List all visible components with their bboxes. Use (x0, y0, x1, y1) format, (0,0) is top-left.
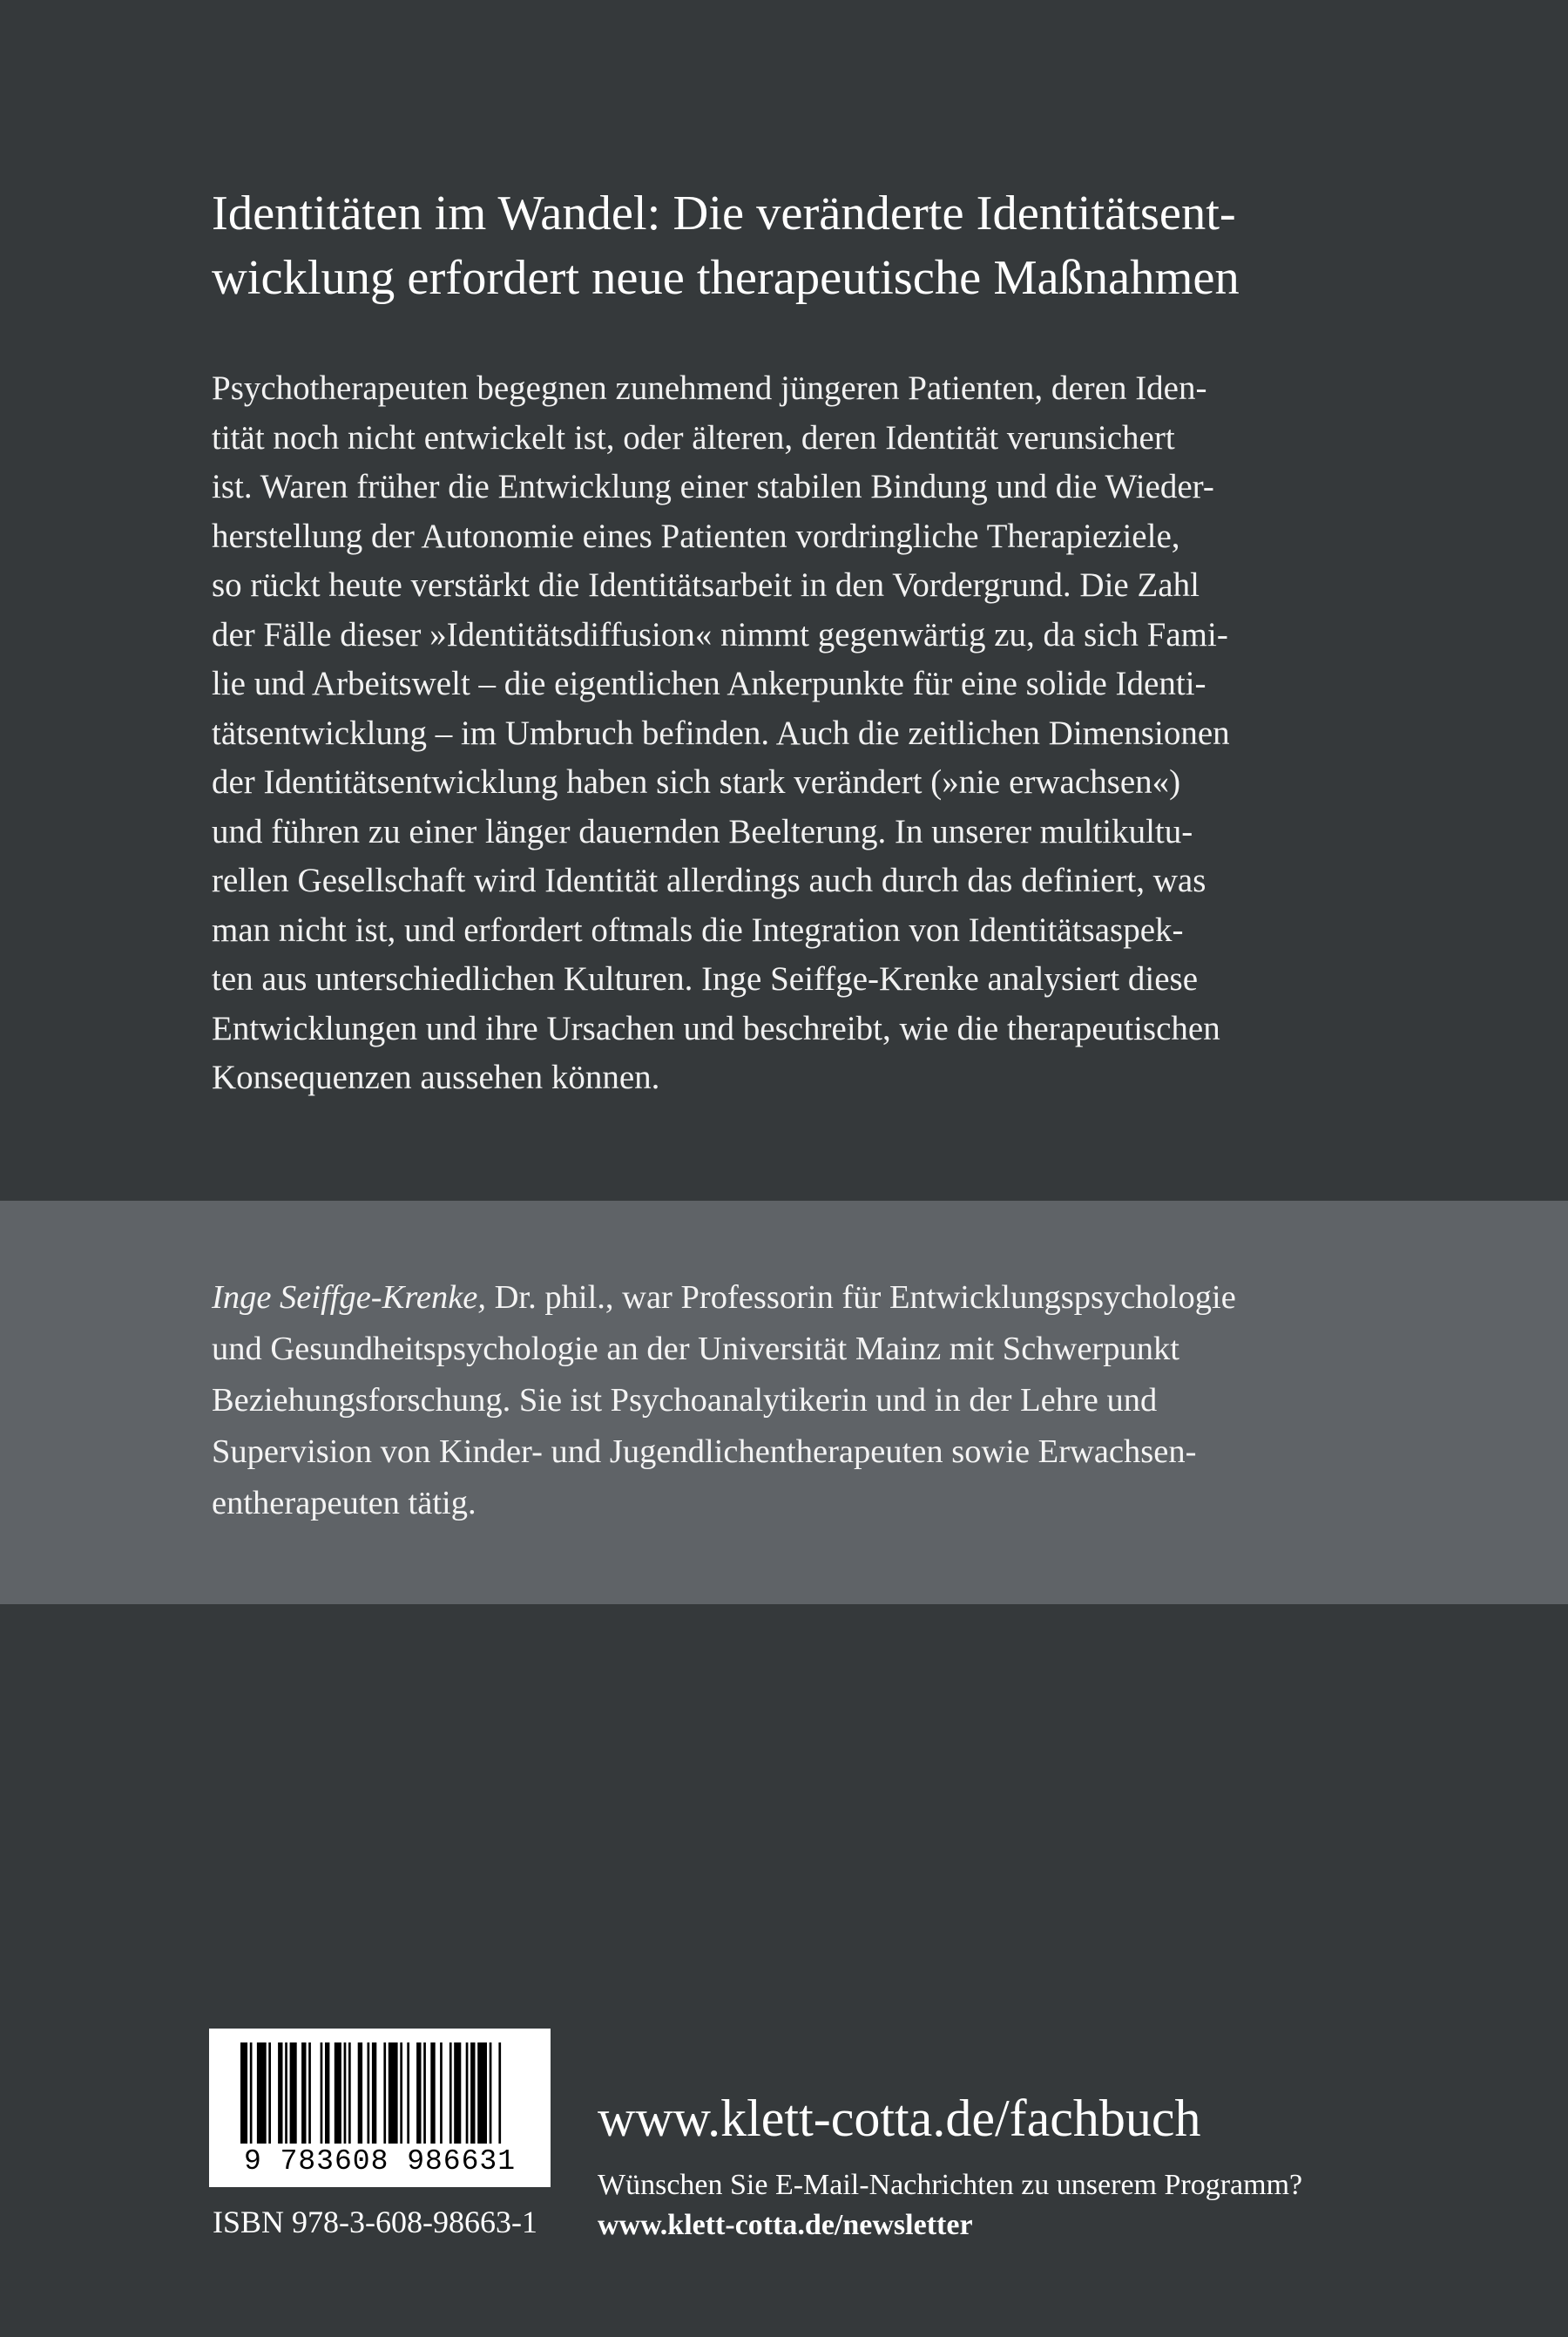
newsletter-prompt: Wünschen Sie E-Mail-Nachrichten zu unserem Programm? (598, 2169, 1303, 2201)
blurb-line: rellen Gesellschaft wird Identität allerdings auch durch das definiert, was (212, 862, 1206, 899)
blurb-line: tität noch nicht entwickelt ist, oder älteren, deren Identität verunsichert (212, 418, 1175, 457)
barcode-bar (389, 2042, 398, 2144)
blurb-line: tätsentwicklung – im Umbruch befinden. Auch die zeitlichen Dimensionen (212, 714, 1230, 752)
barcode (209, 2029, 551, 2187)
bio-line: entherapeuten tätig. (212, 1485, 476, 1521)
barcode-bar (308, 2042, 311, 2144)
barcode-bar (454, 2042, 461, 2144)
barcode-bar (240, 2042, 247, 2144)
barcode-bar (490, 2042, 492, 2144)
blurb-line: Entwicklungen und ihre Ursachen und beschreibt, wie die therapeutischen (212, 1009, 1220, 1047)
barcode-bar (344, 2042, 347, 2144)
barcode-bar (466, 2042, 469, 2144)
barcode-bar (470, 2042, 475, 2144)
barcode-bar (423, 2042, 426, 2144)
barcode-bar (358, 2042, 362, 2144)
blurb-line: lie und Arbeitswelt – die eigentlichen Ankerpunkte für eine solide Identi- (212, 665, 1206, 702)
barcode-bar (440, 2042, 443, 2144)
blurb-line: ten aus unterschiedlichen Kulturen. Inge Seiffge-Krenke analysiert diese (212, 960, 1199, 998)
bio-line: Beziehungsforschung. Sie ist Psychoanalytikerin und in der Lehre und (212, 1382, 1158, 1419)
headline-line: Identitäten im Wandel: Die veränderte Identitätsent- (212, 186, 1236, 240)
barcode-bar (383, 2042, 386, 2144)
barcode-bar (400, 2042, 402, 2144)
barcode-bar (348, 2042, 351, 2144)
barcode-bar (321, 2042, 323, 2144)
bio-line-rest: Dr. phil., war Professorin für Entwicklungspsychologie (486, 1279, 1236, 1316)
barcode-bar (368, 2042, 370, 2144)
headline-line: wicklung erfordert neue therapeutische Maßnahmen (212, 251, 1240, 305)
bio-line: und Gesundheitspsychologie an der Universität Mainz mit Schwerpunkt (212, 1331, 1179, 1367)
barcode-bar (335, 2042, 341, 2144)
barcode-bar (285, 2042, 287, 2144)
barcode-bar (498, 2042, 501, 2144)
barcode-bar (250, 2042, 253, 2144)
blurb-line: Psychotherapeuten begegnen zunehmend jüngeren Patienten, deren Iden- (212, 369, 1207, 407)
barcode-bar (477, 2042, 487, 2144)
barcode-digits: 9 783608 986631 (243, 2145, 517, 2178)
blurb-line: Konsequenzen aussehen können. (212, 1059, 660, 1096)
barcode-bar (430, 2042, 435, 2144)
barcode-bar (407, 2042, 409, 2144)
barcode-bar (268, 2042, 271, 2144)
blurb-line: der Identitätsentwicklung haben sich stark verändert (»nie erwachsen«) (212, 763, 1181, 801)
barcode-bar (372, 2042, 376, 2144)
barcode-bar (325, 2042, 329, 2144)
headline (212, 181, 1414, 310)
barcode-bar (449, 2042, 452, 2144)
barcode-bar (290, 2042, 297, 2144)
barcode-bar (301, 2042, 306, 2144)
blurb-line: und führen zu einer länger dauernden Beelterung. In unserer multikultu- (212, 812, 1193, 850)
blurb-line: der Fälle dieser »Identitätsdiffusion« nimmt gegenwärtig zu, da sich Fami- (212, 615, 1228, 654)
blurb-line: ist. Waren früher die Entwicklung einer stabilen Bindung und die Wieder- (212, 468, 1214, 505)
blurb-text (212, 364, 1449, 1103)
blurb-line: so rückt heute verstärkt die Identitätsarbeit in den Vordergrund. Die Zahl (212, 566, 1200, 604)
barcode-bar (278, 2042, 282, 2144)
blurb-line: man nicht ist, und erfordert oftmals die Integration von Identitätsaspek- (212, 911, 1184, 949)
newsletter-link[interactable]: www.klett-cotta.de/newsletter (598, 2209, 973, 2241)
barcode-bar (416, 2042, 421, 2144)
blurb-line: herstellung der Autonomie eines Patienten vordringliche Therapieziele, (212, 517, 1180, 555)
isbn: ISBN 978-3-608-98663-1 (213, 2205, 537, 2239)
author-bio (212, 1272, 1449, 1529)
publisher-website[interactable]: www.klett-cotta.de/fachbuch (598, 2090, 1201, 2147)
bio-line (212, 1272, 1449, 1324)
author-name: Inge Seiffge-Krenke, (212, 1279, 486, 1316)
bio-line: Supervision von Kinder- und Jugendlichentherapeuten sowie Erwachsen- (212, 1433, 1197, 1470)
barcode-bar (257, 2042, 267, 2144)
